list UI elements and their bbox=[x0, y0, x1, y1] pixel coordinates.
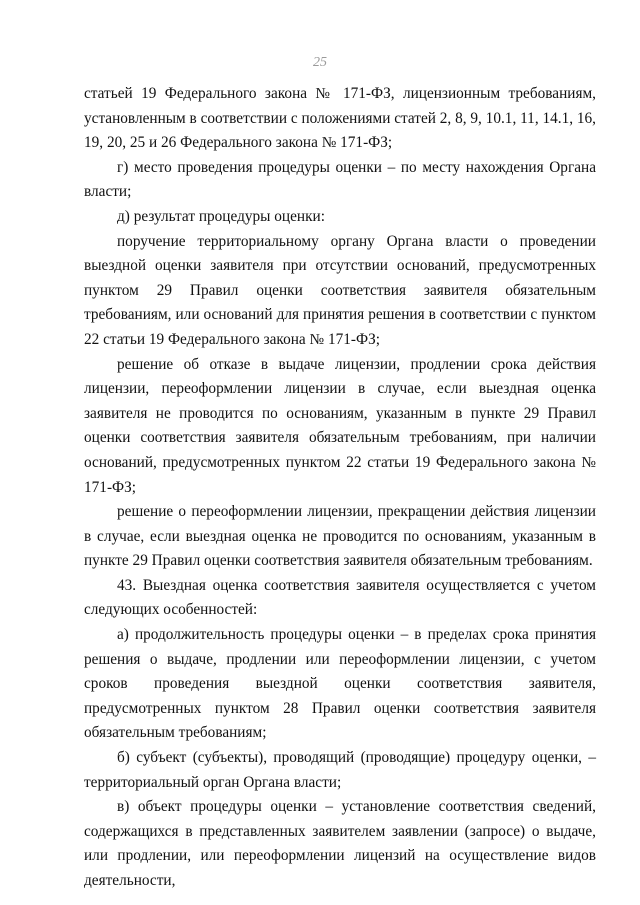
paragraph-item-a: а) продолжительность процедуры оценки – в пределах срока принятия решения о выдаче, продлении или переоформлении лицензии, с учетом сроков проведения выездной оценки соответствия заявителя, предусмотренных пунктом 28 Правил оценки соответствия заявителя обязательным требованиям; bbox=[84, 626, 596, 742]
paragraph-continuation: статьей 19 Федерального закона № 171-ФЗ, лицензионным требованиям, установленным в соответствии с положениями статей 2, 8, 9, 10.1, 11, 14.1, 16, 19, 20, 25 и 26 Федерального закона № 171-ФЗ; bbox=[84, 85, 597, 152]
paragraph-item-d: д) результат процедуры оценки: bbox=[117, 207, 325, 225]
paragraph-instruction: поручение территориальному органу Органа власти о проведении выездной оценки заявителя при отсутствии оснований, предусмотренных пунктом 29 Правил оценки соответствия заявителя обязательным требованиям, или оснований для принятия решения в соответствии с пунктом 22 статьи 19 Федерального закона № 171-ФЗ; bbox=[84, 232, 596, 348]
paragraph-refusal-decision: решение об отказе в выдаче лицензии, продлении срока действия лицензии, переоформлении лицензии в случае, если выездная оценка заявителя не проводится по основаниям, указанным в пункте 29 Правил оценки соответствия заявителя обязательным требованиям, при наличии оснований, предусмотренных пунктом 22 статьи 19 Федерального закона № 171-ФЗ; bbox=[84, 355, 596, 496]
paragraph-item-b: б) субъект (субъекты), проводящий (проводящие) процедуру оценки, – территориальный орган Органа власти; bbox=[84, 749, 596, 791]
page-number: 25 bbox=[313, 55, 327, 70]
paragraph-clause-43: 43. Выездная оценка соответствия заявителя осуществляется с учетом следующих особенностей: bbox=[84, 576, 596, 619]
paragraph-reissue-decision: решение о переоформлении лицензии, прекращении действия лицензии в случае, если выездная оценка не проводится по основаниям, указанным в пункте 29 Правил оценки соответствия заявителя обязательным требованиям. bbox=[84, 503, 596, 570]
paragraph-item-g: г) место проведения процедуры оценки – по месту нахождения Органа власти; bbox=[84, 158, 596, 201]
document-body bbox=[84, 82, 596, 894]
paragraph-item-v: в) объект процедуры оценки – установление соответствия сведений, содержащихся в представленных заявителем заявлении (запросе) о выдаче, или продлении, или переоформлении лицензий на осуществление видов деятельности, bbox=[84, 798, 596, 889]
